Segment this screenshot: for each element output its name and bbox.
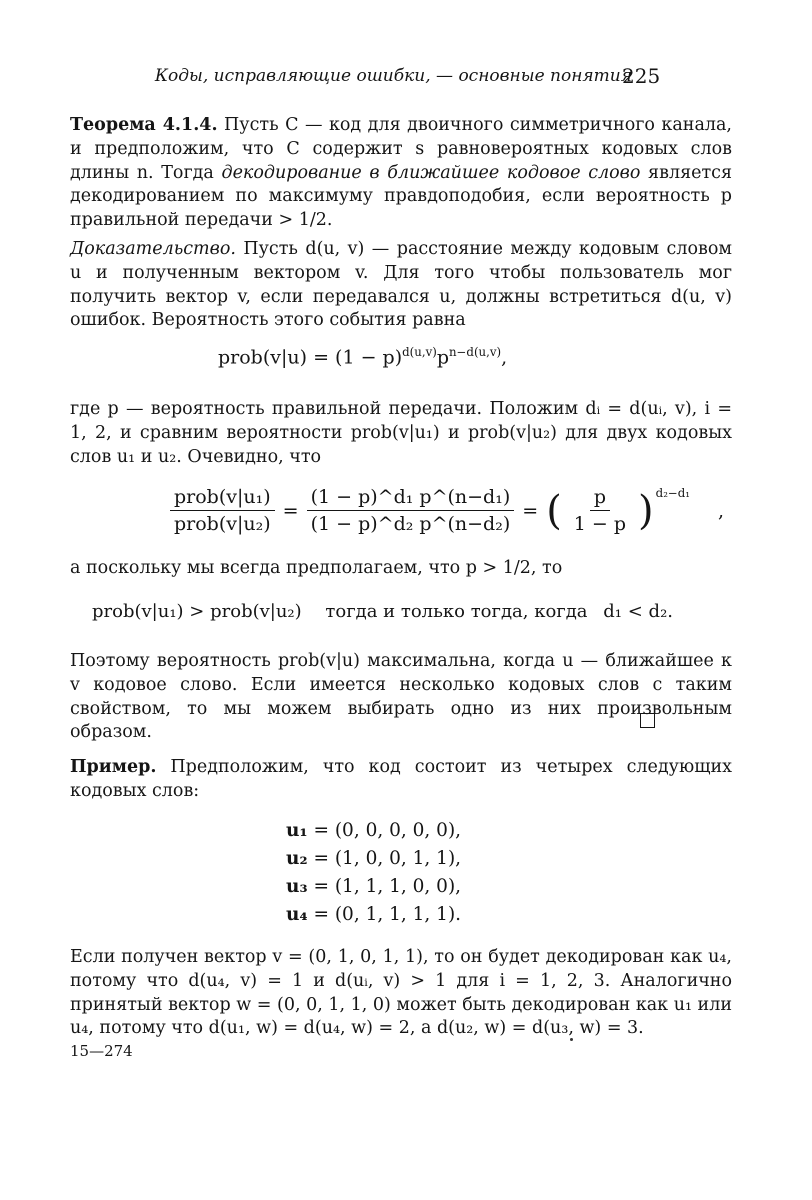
ratio-rhs-denominator: 1 − p [573,513,627,535]
iff-middle: тогда и только тогда, когда [325,601,588,622]
print-speck [570,1038,573,1041]
theorem-paragraph [70,114,732,233]
proof-text-4: Поэтому вероятность prob(v|u) максимальна, когда u — ближайшее к v кодовое слово. Если имеется несколько кодовых слов с таким свойством, то мы можем выбирать одно из них произвольным образом. [70,651,732,743]
example-text-2: Если получен вектор v = (0, 1, 0, 1, 1), то он будет декодирован как u₄, потому что d(u₄, v) = 1 и d(uᵢ, v) > 1 для i = 1, 2, 3. Аналогично принятый вектор w = (0, 0, 1, 1, 0) может быть декодирован как u₁ или u₄, потому что d(u₁, w) = d(u₄, w) = 2, а d(u₂, w) = d(u₃, w) = 3. [70,947,732,1039]
formula-1-lhs: prob(v|u) = (1 − p) [218,346,403,369]
example-text-1: Предположим, что код состоит из четырех следующих кодовых слов: [70,757,732,801]
proof-text-2: где p — вероятность правильной передачи. Положим dᵢ = d(uᵢ, v), i = 1, 2, и сравним вероятности prob(v|u₁) и prob(v|u₂) для двух кодовых слов u₁ и u₂. Очевидно, что [70,399,732,467]
codeword-value: (1, 0, 0, 1, 1), [334,848,462,869]
example-label: Пример. [70,757,157,777]
ratio-mid-numerator: (1 − p)^d₁ p^(n−d₁) [307,486,515,511]
codeword-name: u₃ [286,876,308,897]
codeword-name: u₂ [286,848,308,869]
signature-mark: 15—274 [70,1042,133,1060]
formula-1-exp1: d(u,v) [402,345,437,359]
proof-text-3: а поскольку мы всегда предполагаем, что p > 1/2, то [70,558,563,578]
codeword-value: (0, 1, 1, 1, 1). [334,904,462,925]
running-header [0,60,812,94]
ratio-lhs-fraction [170,486,275,535]
ratio-end: , [718,499,725,522]
iff-left: prob(v|u₁) > prob(v|u₂) [92,601,302,622]
running-title: Коды, исправляющие ошибки, — основные понятия [154,66,632,86]
formula-ratio: $\frac{\text{prob(v|u₁)}}{\text{prob(v|u₂)}}$ = $\frac{\text{(1 − p)\textasciicircum{}d₁ p\textasciicircum{}(n−d₁)}}{\text{(1 − p)\textasciicircum{}d₂ p\textasciicircum{}(n−d₂)}}$ = ( $\frac{p}{1 - p}$ ) $^{d_2-d_1}$ , [170,486,724,535]
proof-paragraph-4 [70,650,732,745]
codeword-name: u₄ [286,904,308,925]
theorem-text-2: является декодированием по максимуму правдоподобия, если вероятность p правильной передачи > 1/2. [70,162,732,231]
codeword-row: u₂ = (1, 0, 0, 1, 1), [286,848,462,869]
codeword-row: u₃ = (1, 1, 1, 0, 0), [286,876,462,897]
ratio-exponent: d₂−d₁ [655,486,691,500]
proof-paragraph-3 [70,557,732,581]
qed-square-icon [640,713,655,728]
ratio-lhs-numerator: prob(v|u₁) [170,486,275,511]
formula-1-base2: p [436,346,449,369]
example-paragraph [70,756,732,804]
formula-prob-single [218,345,507,368]
ratio-lhs-denominator: prob(v|u₂) [174,513,271,535]
theorem-label: Теорема 4.1.4. [70,115,218,135]
formula-1-exp2: n−d(u,v) [448,345,502,359]
codeword-value: (0, 0, 0, 0, 0), [334,820,462,841]
ratio-mid-denominator: (1 − p)^d₂ p^(n−d₂) [310,513,511,535]
codeword-row: u₁ = (0, 0, 0, 0, 0), [286,820,462,841]
proof-paragraph-2 [70,398,732,469]
theorem-emphasis: декодирование в ближайшее кодовое слово [221,162,641,183]
codeword-name: u₁ [286,820,308,841]
codeword-row: u₄ = (0, 1, 1, 1, 1). [286,904,462,925]
theorem-text-1: Пусть C — код для двоичного симметричного канала, и предположим, что C содержит s равновероятных кодовых слов длины n. Тогда [70,115,732,183]
example-paragraph-2 [70,946,732,1041]
ratio-mid-fraction [307,486,515,535]
proof-label: Доказательство. [70,239,236,259]
ratio-rhs-fraction [570,486,630,535]
formula-1-end: , [501,346,508,369]
page-number: 225 [622,64,661,88]
proof-text-1: Пусть d(u, v) — расстояние между кодовым словом u и полученным вектором v. Для того чтобы пользователь мог получить вектор v, если передавался u, должны встретиться d(u, v) ошибок. Вероятность этого события равна [70,239,732,331]
iff-right: d₁ < d₂. [603,601,674,622]
ratio-rhs-numerator: p [590,486,610,511]
codeword-value: (1, 1, 1, 0, 0), [334,876,462,897]
proof-paragraph-1 [70,238,732,333]
formula-iff [92,601,673,622]
